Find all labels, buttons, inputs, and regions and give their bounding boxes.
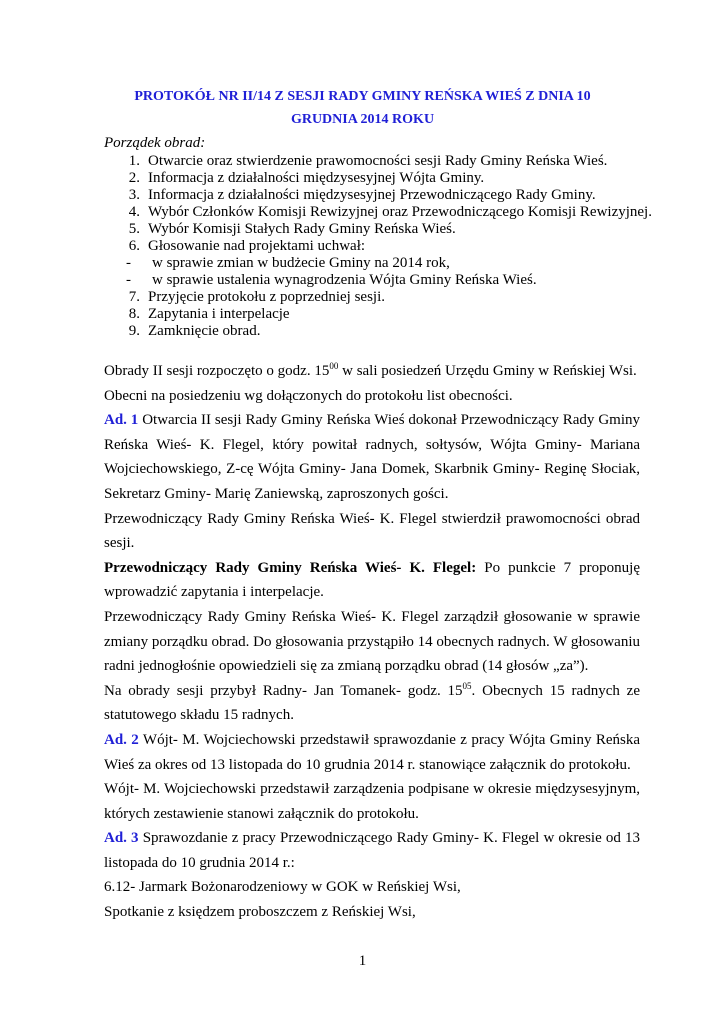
- protocol-body: [104, 359, 640, 925]
- agenda-item-marker: 6.: [128, 238, 140, 254]
- ad2-paragraph: Ad. 2 Wójt- M. Wojciechowski przedstawił sprawozdanie z pracy Wójta Gminy Reńska Wieś za okres od 13 listopada do 10 grudnia 2014 r. stanowiące załącznik do protokołu.: [104, 731, 640, 773]
- agenda-item-marker: -: [126, 255, 131, 271]
- orders-paragraph: Wójt- M. Wojciechowski przedstawił zarządzenia podpisane w okresie międzysesyjnym, których zestawienie stanowi załącznik do protokołu.: [104, 781, 640, 822]
- arrival-paragraph: Na obrady sesji przybył Radny- Jan Tomanek- godz. $15^{05}$. Obecnych 15 radnych ze statutowego składu 15 radnych.: [104, 680, 640, 724]
- document-title-line-1: PROTOKÓŁ NR II/14 Z SESJI RADY GMINY REŃSKA WIEŚ Z DNIA 10: [134, 89, 591, 104]
- ad2-label: Ad. 2: [104, 731, 139, 748]
- ad1-paragraph: Ad. 1 Otwarcia II sesji Rady Gminy Reńska Wieś dokonał Przewodniczący Rady Gminy Reńska Wieś- K. Flegel, który powitał radnych, sołtysów, Wójta Gminy- Mariana Wojciechowskiego, Z-cę Wójta Gminy- Jana Domek, Skarbnik Gminy- Reginę Słociak, Sekretarz Gminy- Marię Zaniewską, zaproszonych gości.: [104, 412, 640, 502]
- agenda-item-marker: 3.: [128, 187, 140, 203]
- agenda-heading: Porządek obrad:: [104, 135, 206, 151]
- agenda-item-text: Informacja z działalności międzysesyjnej Wójta Gminy.: [148, 170, 485, 186]
- agenda-item-text: Wybór Członków Komisji Rewizyjnej oraz Przewodniczącego Komisji Rewizyjnej.: [148, 204, 652, 220]
- session-start-paragraph: Obrady II sesji rozpoczęto o godz. $15^{00}$ w sali posiedzeń Urzędu Gminy w Reńskiej Wsi.: [104, 361, 637, 379]
- vote-paragraph: Przewodniczący Rady Gminy Reńska Wieś- K. Flegel zarządził głosowanie w sprawie zmiany porządku obrad. Do głosowania przystąpiło 14 obecnych radnych. W głosowaniu radni jednogłośnie opowiedzieli się za zmianą porządku obrad (14 głosów „za”).: [104, 608, 640, 675]
- attendance-paragraph: Obecni na posiedzeniu wg dołączonych do protokołu list obecności.: [104, 387, 513, 404]
- agenda-item-marker: -: [126, 272, 131, 288]
- agenda-item-text: Otwarcie oraz stwierdzenie prawomocności sesji Rady Gminy Reńska Wieś.: [148, 153, 608, 169]
- agenda-item-text: Głosowanie nad projektami uchwał:: [148, 238, 366, 254]
- agenda-item-marker: 5.: [128, 221, 140, 237]
- agenda-item-text: Zamknięcie obrad.: [148, 323, 261, 339]
- agenda-item-text: w sprawie zmian w budżecie Gminy na 2014 rok,: [152, 255, 450, 271]
- agenda-item-text: Przyjęcie protokołu z poprzedniej sesji.: [148, 289, 386, 305]
- agenda-item-marker: 7.: [128, 289, 140, 305]
- ad3-label: Ad. 3: [104, 830, 139, 847]
- agenda-item-marker: 1.: [128, 153, 140, 169]
- event-line-2: Spotkanie z księdzem proboszczem z Reńskiej Wsi,: [104, 904, 416, 921]
- agenda-item-marker: 8.: [128, 306, 140, 322]
- document-title-line-2: GRUDNIA 2014 ROKU: [290, 112, 435, 127]
- agenda-item-text: Informacja z działalności międzysesyjnej Przewodniczącego Rady Gminy.: [148, 187, 596, 203]
- agenda-proposal-paragraph: Przewodniczący Rady Gminy Reńska Wieś- K. Flegel: Po punkcie 7 proponuję wprowadzić zapytania i interpelacje.: [104, 559, 640, 601]
- page-number: 1: [358, 953, 367, 969]
- agenda-item-text: Wybór Komisji Stałych Rady Gminy Reńska Wieś.: [148, 221, 456, 237]
- event-line-1: 6.12- Jarmark Bożonarodzeniowy w GOK w Reńskiej Wsi,: [104, 879, 461, 896]
- ad1-label: Ad. 1: [104, 412, 139, 429]
- quorum-paragraph: Przewodniczący Rady Gminy Reńska Wieś- K. Flegel stwierdził prawomocności obrad sesji.: [104, 510, 640, 552]
- agenda-item-marker: 2.: [128, 170, 140, 186]
- agenda-item-marker: 4.: [128, 204, 140, 220]
- ad3-paragraph: Ad. 3 Sprawozdanie z pracy Przewodniczącego Rady Gminy- K. Flegel w okresie od 13 listopada do 10 grudnia 2014 r.:: [104, 830, 640, 871]
- agenda-item-marker: 9.: [128, 323, 140, 339]
- agenda-item-text: w sprawie ustalenia wynagrodzenia Wójta Gminy Reńska Wieś.: [152, 272, 537, 288]
- agenda-item-text: Zapytania i interpelacje: [148, 306, 290, 322]
